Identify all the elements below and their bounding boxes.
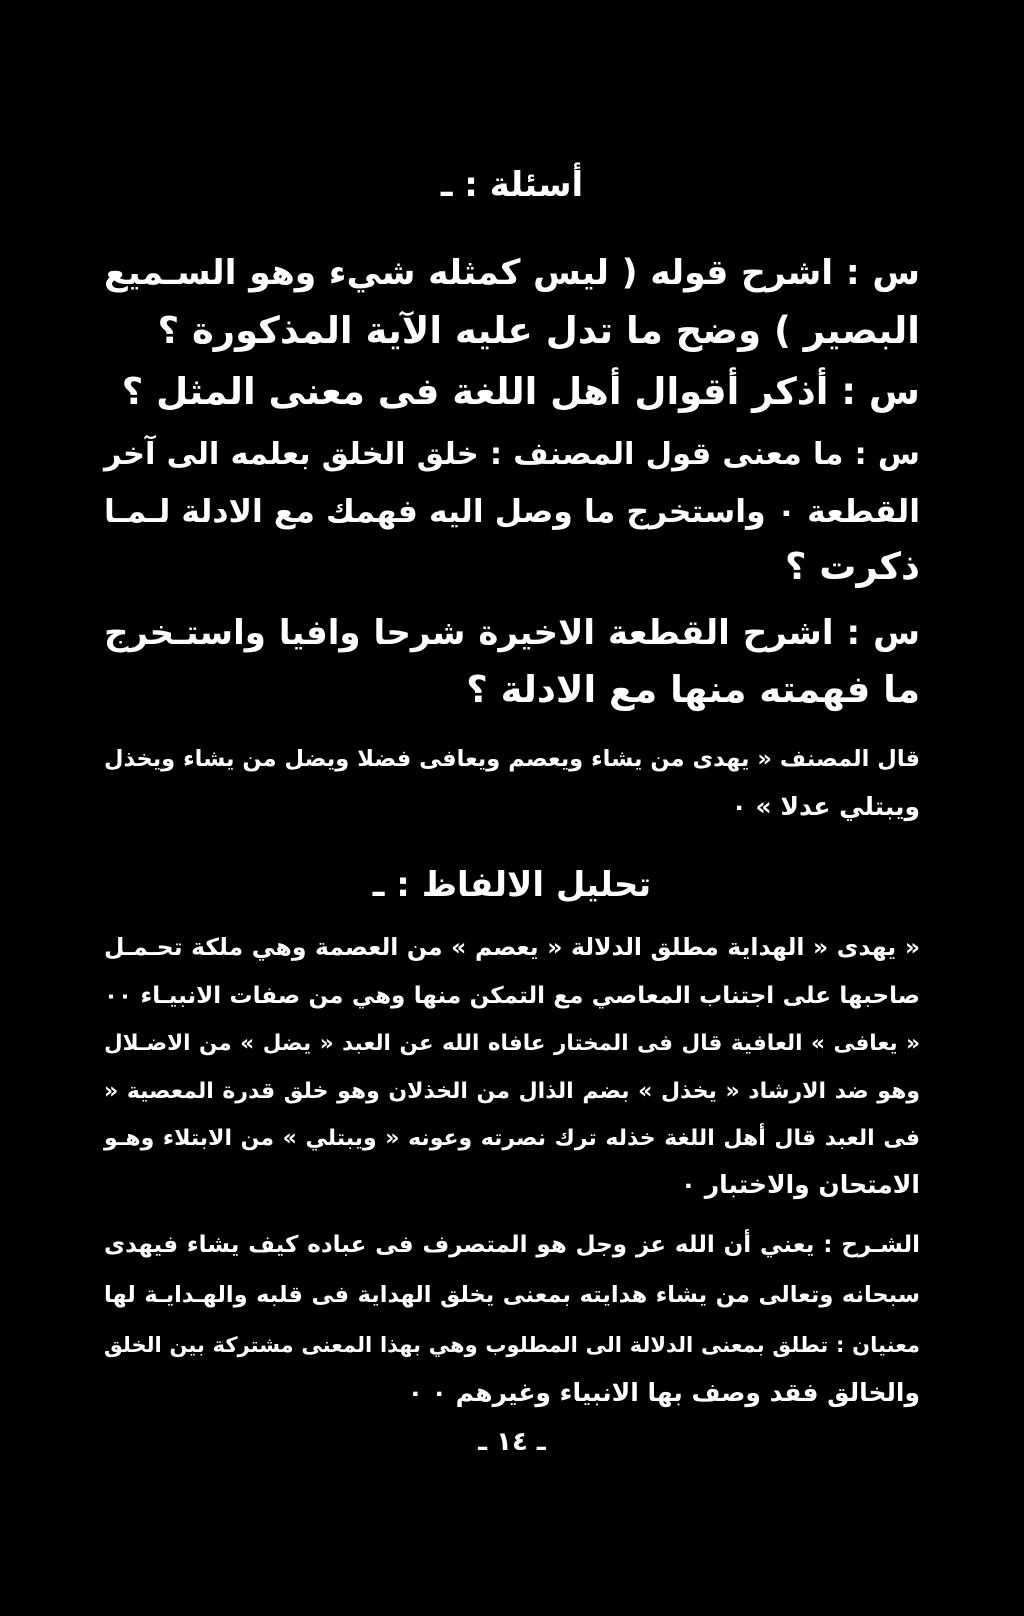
analysis-line: وهو ضد الارشاد « يخذل » بضم الذال من الخذلان وهو خلق قدرة المعصية « — [104, 1079, 920, 1104]
analysis-line: فى العبد قال أهل اللغة خذله ترك نصرته وعونه « ويبتلي » من الابتلاء وهـو — [104, 1126, 920, 1151]
commentary-line: معنيان : تطلق بمعنى الدلالة الى المطلوب وهي بهذا المعنى مشتركة بين الخلق — [104, 1333, 920, 1357]
question-line: س : اشرح قوله ( ليس كمثله شيء وهو السـميع — [104, 253, 920, 293]
commentary-line: سبحانه وتعالى من يشاء هدايته بمعنى يخلق الهداية فى قلبه والهـدايـة لها — [104, 1282, 920, 1308]
question-line: س : اشرح القطعة الاخيرة شرحا وافيا واستـخرج — [104, 613, 920, 653]
question-line: س : ما معنى قول المصنف : خلق الخلق بعلمه الى آخر — [104, 437, 920, 472]
question-line: البصير ) وضح ما تدل عليه الآية المذكورة ؟ — [157, 309, 920, 352]
question-line: القطعة ٠ واستخرج ما وصل اليه فهمك مع الادلة لـمـا — [104, 494, 920, 530]
question-line: ما فهمته منها مع الادلة ؟ — [466, 668, 920, 711]
analysis-line: صاحبها على اجتناب المعاصي مع التمكن منها وهي من صفات الانبيـاء ٠٠ — [104, 983, 920, 1009]
quote-line: ويبتلي عدلا » ٠ — [731, 792, 920, 821]
analysis-line: « يهدى « الهداية مطلق الدلالة « يعصم » من العصمة وهي ملكة تحـمـل — [104, 933, 920, 961]
analysis-line: الامتحان والاختبار ٠ — [680, 1170, 920, 1199]
analysis-line: « يعافى » العافية قال فى المختار عافاه الله عن العبد « يضل » من الاضـلال — [104, 1031, 920, 1056]
analysis-heading: تحليل الالفاظ : ـ — [372, 865, 652, 905]
commentary-line: الشـرح : يعني أن الله عز وجل هو المتصرف فى عباده كيف يشاء فيهدى — [104, 1232, 920, 1258]
quote-line: قال المصنف « يهدى من يشاء ويعصم ويعافى فضلا ويضل من يشاء ويخذل — [104, 746, 920, 772]
page-number: ـ ١٤ ـ — [478, 1427, 546, 1457]
commentary-line: والخالق فقد وصف بها الانبياء وغيرهم ٠ ٠ — [407, 1378, 920, 1407]
question-line: س : أذكر أقوال أهل اللغة فى معنى المثل ؟ — [121, 370, 920, 413]
questions-heading: أسئلة : ـ — [440, 165, 584, 205]
question-line: ذكرت ؟ — [784, 545, 920, 588]
